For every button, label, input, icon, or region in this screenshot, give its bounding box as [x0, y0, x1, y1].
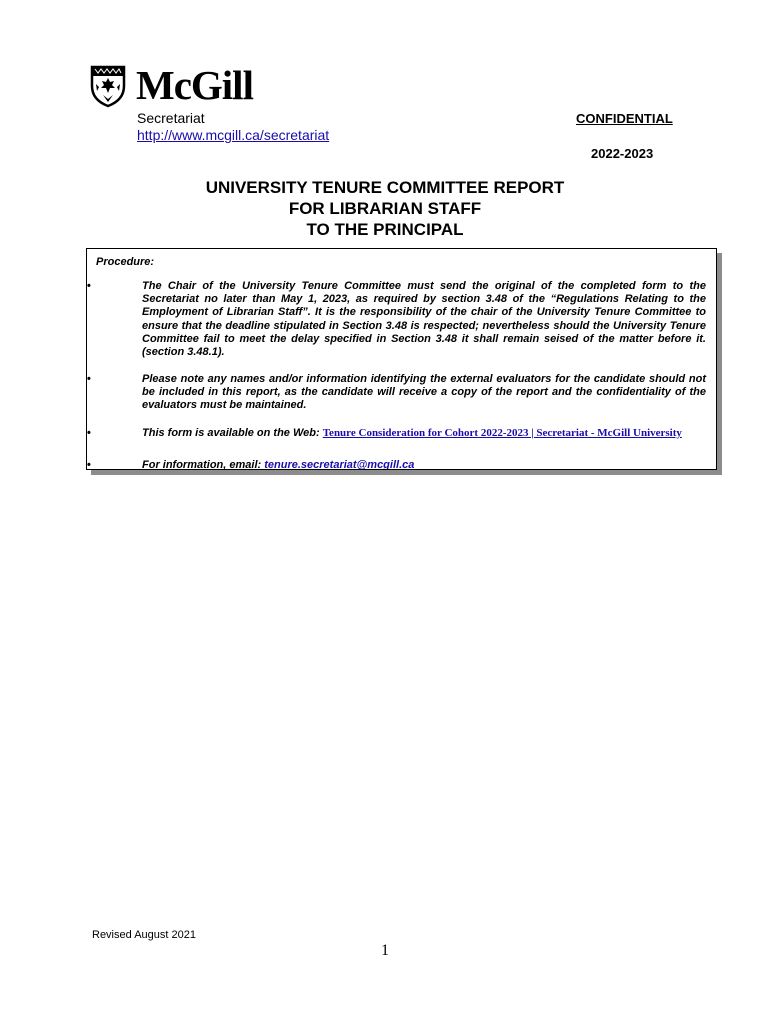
procedure-box	[86, 248, 717, 470]
procedure-item-text: The Chair of the University Tenure Committee must send the original of the completed form to the Secretariat no later than May 1, 2023, as required by section 3.48 of the “Regulations Relating to the Employment of Librarian Staff”. It is the responsibility of the chair of the University Tenure Committee to ensure that the deadline stipulated in Section 3.48 is respected; nevertheless should the University Tenure Committee fail to meet the delay specified in Section 3.48 it shall remain seised of the matter before it. (section 3.48.1).	[142, 280, 706, 359]
mcgill-wordmark: McGill	[136, 62, 253, 108]
procedure-item-text: This form is available on the Web:	[142, 427, 323, 439]
academic-year: 2022-2023	[591, 146, 654, 161]
report-title-line-2: FOR LIBRARIAN STAFF	[288, 199, 482, 218]
confidential-label: CONFIDENTIAL	[576, 111, 673, 126]
report-title-line-1: UNIVERSITY TENURE COMMITTEE REPORT	[205, 178, 565, 197]
procedure-item	[87, 280, 706, 359]
department-name: Secretariat	[137, 110, 205, 126]
report-title-line-3: TO THE PRINCIPAL	[306, 220, 464, 239]
bullet-icon: •	[87, 427, 91, 439]
tenure-web-link[interactable]: Tenure Consideration for Cohort 2022-2023 | Secretariat - McGill University	[322, 427, 682, 439]
procedure-item-text: For information, email:	[142, 459, 265, 470]
procedure-item	[87, 373, 706, 413]
bullet-icon: •	[87, 280, 91, 292]
page-number: 1	[381, 942, 389, 959]
email-link[interactable]: tenure.secretariat@mcgill.ca	[264, 459, 415, 470]
revised-date: Revised August 2021	[92, 929, 196, 941]
mcgill-crest-logo	[89, 64, 127, 108]
bullet-icon: •	[87, 373, 91, 385]
bullet-icon: •	[87, 459, 91, 470]
procedure-item-text: Please note any names and/or information identifying the external evaluators for the candidate should not be included in this report, as the candidate will receive a copy of the report and the confidentiality of the evaluators must be maintained.	[142, 373, 706, 412]
procedure-item	[87, 459, 706, 470]
procedure-item	[87, 427, 706, 440]
secretariat-link[interactable]: http://www.mcgill.ca/secretariat	[137, 127, 330, 143]
procedure-label: Procedure:	[96, 256, 155, 268]
